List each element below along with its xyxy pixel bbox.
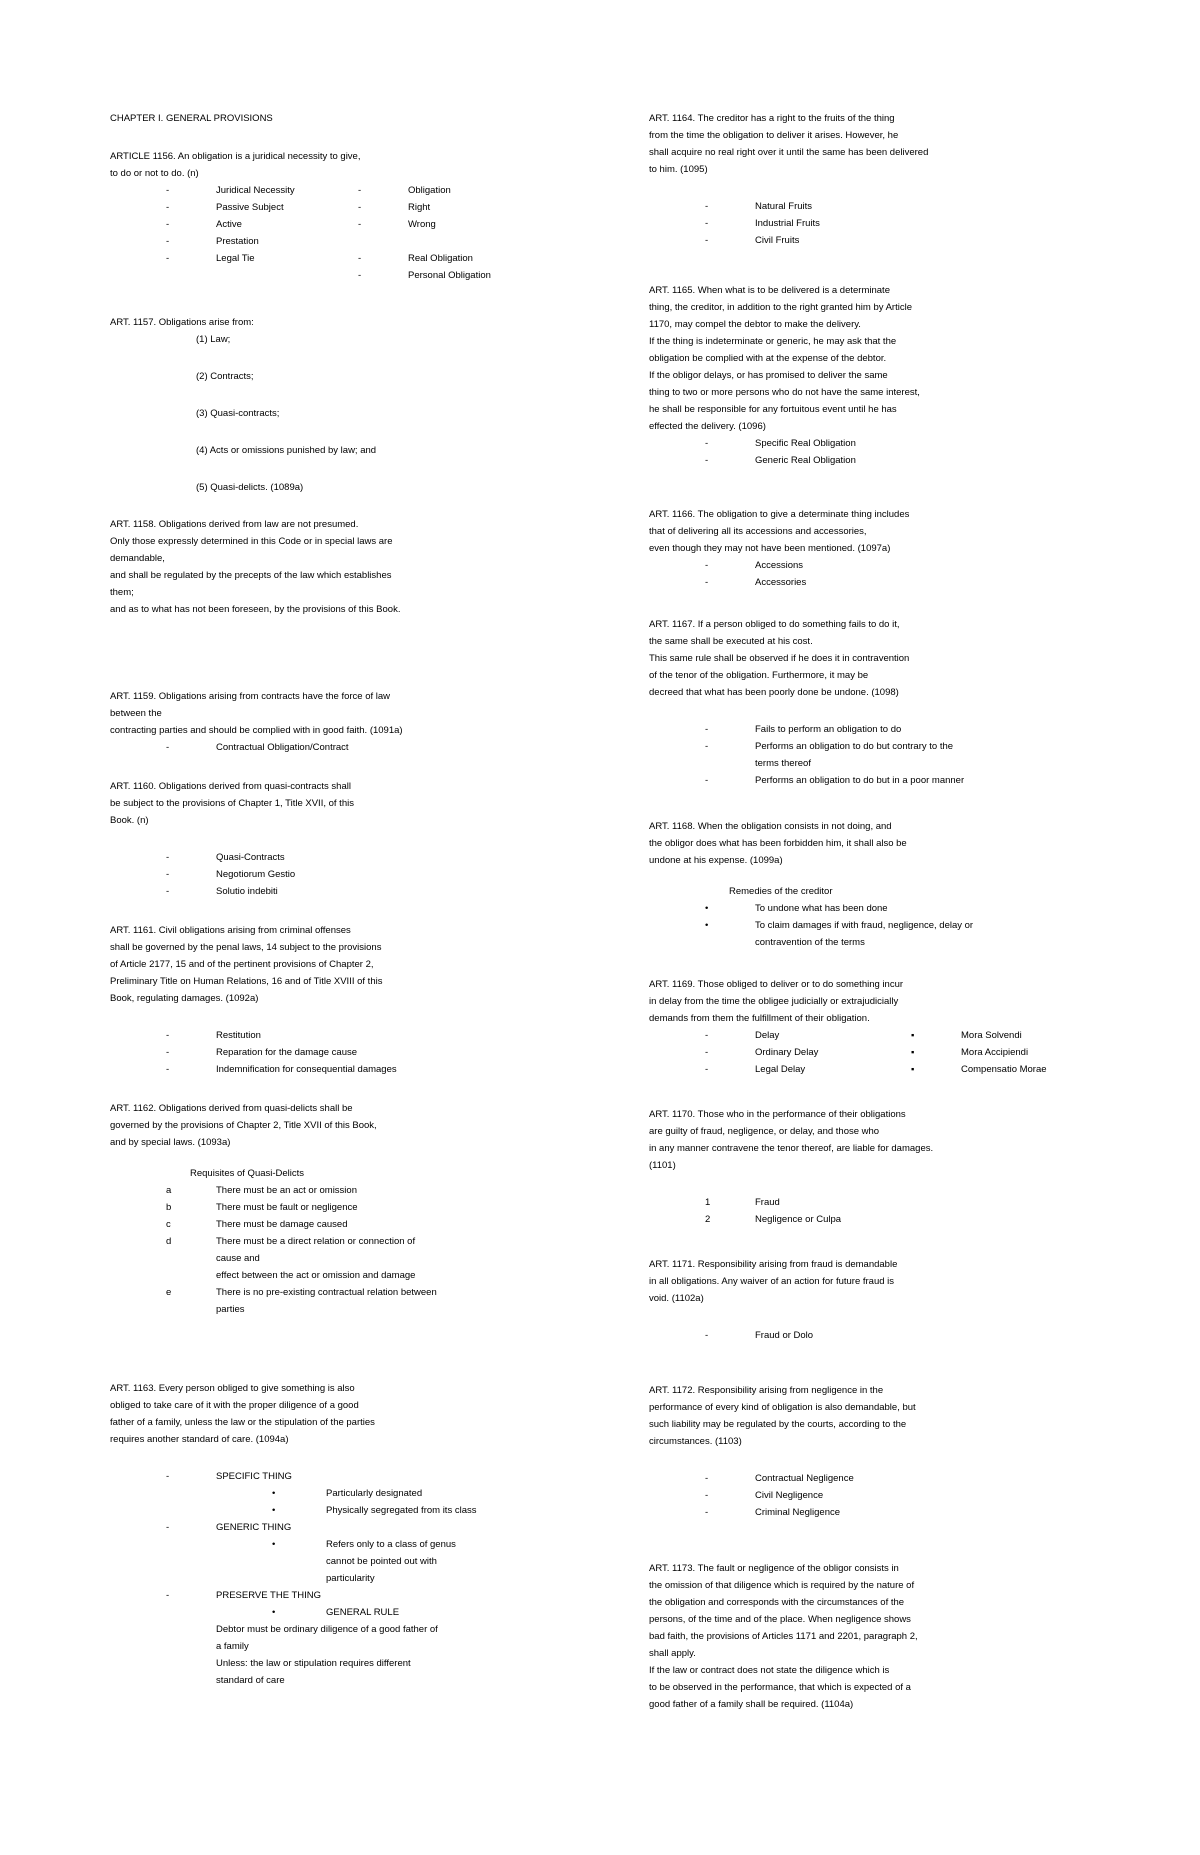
article-1161 xyxy=(110,922,540,1078)
text-line: SPECIFIC THING xyxy=(216,1471,292,1482)
text-line: Negligence or Culpa xyxy=(755,1214,842,1225)
text-line: even though they may not have been mentioned. (1097a) xyxy=(649,543,891,554)
list-item xyxy=(649,1211,1079,1228)
text-line: shall be governed by the penal laws, 14 subject to the provisions xyxy=(110,942,382,953)
dash-marker: - xyxy=(166,1522,170,1533)
text-line: There must be a direct relation or connection of xyxy=(216,1236,416,1247)
text-line: Criminal Negligence xyxy=(755,1507,841,1518)
bullet-marker: • xyxy=(705,903,709,914)
text-line: If the thing is indeterminate or generic, he may ask that the xyxy=(649,336,897,347)
text-line: cannot be pointed out with xyxy=(326,1556,437,1567)
article-1166 xyxy=(649,506,1079,591)
dash-marker: - xyxy=(166,742,170,753)
text-line: ART. 1164. The creditor has a right to the fruits of the thing xyxy=(649,113,895,124)
text-line: To claim damages if with fraud, negligence, delay or xyxy=(755,920,974,931)
dash-marker: - xyxy=(358,202,362,213)
text-line: governed by the provisions of Chapter 2, Title XVII of this Book, xyxy=(110,1120,377,1131)
text-line: Accessories xyxy=(755,577,807,588)
text-line: contravention of the terms xyxy=(755,937,865,948)
text-line: (1101) xyxy=(649,1160,676,1171)
text-line: ART. 1159. Obligations arising from contracts have the force of law xyxy=(110,691,391,702)
text-line: standard of care xyxy=(216,1675,285,1686)
text-line: effect between the act or omission and damage xyxy=(216,1270,416,1281)
text-line: (5) Quasi-delicts. (1089a) xyxy=(196,482,304,493)
article-1165 xyxy=(649,282,1079,469)
list-item xyxy=(110,849,540,866)
text-line: in delay from the time the obligee judicially or extrajudicially xyxy=(649,996,899,1007)
text-line: to be observed in the performance, that which is expected of a xyxy=(649,1682,911,1693)
dash-marker: - xyxy=(705,201,709,212)
text-line: Fraud or Dolo xyxy=(755,1330,814,1341)
text-line: the same shall be executed at his cost. xyxy=(649,636,813,647)
bullet-marker: • xyxy=(705,920,709,931)
text-line: Particularly designated xyxy=(326,1488,423,1499)
text-line: Right xyxy=(408,202,431,213)
text-line: Fails to perform an obligation to do xyxy=(755,724,902,735)
text-line: Quasi-Contracts xyxy=(216,852,285,863)
text-line: Debtor must be ordinary diligence of a good father of xyxy=(216,1624,438,1635)
dash-marker: - xyxy=(166,869,170,880)
text-line: ART. 1160. Obligations derived from quasi-contracts shall xyxy=(110,781,351,792)
text-line: Book. (n) xyxy=(110,815,149,826)
text-line: Natural Fruits xyxy=(755,201,813,212)
text-line: ART. 1161. Civil obligations arising from criminal offenses xyxy=(110,925,351,936)
article-1172 xyxy=(649,1382,1079,1521)
text-line: If the obligor delays, or has promised to deliver the same xyxy=(649,370,888,381)
text-line: ART. 1166. The obligation to give a determinate thing includes xyxy=(649,509,910,520)
bullet-marker: • xyxy=(272,1488,276,1499)
article-1159 xyxy=(110,688,540,756)
pair-row xyxy=(110,199,540,216)
list-item xyxy=(110,1061,540,1078)
text-line: demands from them the fulfillment of their obligation. xyxy=(649,1013,870,1024)
dash-marker: - xyxy=(166,852,170,863)
list-item xyxy=(110,1027,540,1044)
text-line: requires another standard of care. (1094a) xyxy=(110,1434,289,1445)
text-line: There must be damage caused xyxy=(216,1219,348,1230)
pair-row xyxy=(110,182,540,199)
text-line: in all obligations. Any waiver of an action for future fraud is xyxy=(649,1276,895,1287)
list-item xyxy=(649,215,1079,232)
text-line: Performs an obligation to do but contrary to the xyxy=(755,741,954,752)
text-line: the obligation and corresponds with the circumstances of the xyxy=(649,1597,905,1608)
list-item xyxy=(649,917,1079,934)
text-line: Passive Subject xyxy=(216,202,284,213)
text-line: performance of every kind of obligation is also demandable, but xyxy=(649,1402,916,1413)
text-line: in any manner contravene the tenor thereof, are liable for damages. xyxy=(649,1143,934,1154)
pair-row xyxy=(110,233,540,250)
text-line: and shall be regulated by the precepts of the law which establishes xyxy=(110,570,392,581)
text-line: effected the delivery. (1096) xyxy=(649,421,766,432)
remedies-title: Remedies of the creditor xyxy=(729,886,833,897)
text-line: ART. 1167. If a person obliged to do something fails to do it, xyxy=(649,619,900,630)
pair-row xyxy=(110,216,540,233)
text-line: between the xyxy=(110,708,162,719)
text-line: are guilty of fraud, negligence, or delay, and those who xyxy=(649,1126,880,1137)
text-line: e xyxy=(166,1287,172,1298)
list-item xyxy=(110,1468,540,1485)
text-line: demandable, xyxy=(110,553,165,564)
list-item xyxy=(649,772,1079,789)
text-line: decreed that what has been poorly done be undone. (1098) xyxy=(649,687,899,698)
list-item xyxy=(649,1194,1079,1211)
list-item xyxy=(649,198,1079,215)
text-line: Refers only to a class of genus xyxy=(326,1539,456,1550)
text-line: Indemnification for consequential damages xyxy=(216,1064,397,1075)
text-line: ART. 1162. Obligations derived from quasi-delicts shall be xyxy=(110,1103,353,1114)
list-item xyxy=(649,738,1079,755)
dash-marker: - xyxy=(705,235,709,246)
text-line: Generic Real Obligation xyxy=(755,455,856,466)
dash-marker: - xyxy=(705,455,709,466)
list-item xyxy=(110,1216,540,1233)
square-marker: ▪ xyxy=(911,1047,915,1058)
text-line: c xyxy=(166,1219,171,1230)
text-line: of Article 2177, 15 and of the pertinent provisions of Chapter 2, xyxy=(110,959,374,970)
list-item xyxy=(649,574,1079,591)
text-line: Book, regulating damages. (1092a) xyxy=(110,993,259,1004)
text-line: If the law or contract does not state the diligence which is xyxy=(649,1665,890,1676)
text-line: shall apply. xyxy=(649,1648,696,1659)
dash-marker: - xyxy=(705,1330,709,1341)
text-line: 2 xyxy=(705,1214,711,1225)
list-item xyxy=(649,1504,1079,1521)
pair-row xyxy=(649,1027,1079,1044)
text-line: Civil Fruits xyxy=(755,235,800,246)
text-line: particularity xyxy=(326,1573,375,1584)
dash-marker: - xyxy=(705,1473,709,1484)
list-item xyxy=(649,557,1079,574)
list-item xyxy=(110,1587,540,1604)
dash-marker: - xyxy=(166,219,170,230)
text-line: contracting parties and should be complied with in good faith. (1091a) xyxy=(110,725,403,736)
text-line: he shall be responsible for any fortuitous event until he has xyxy=(649,404,897,415)
dash-marker: - xyxy=(705,577,709,588)
text-line: 1170, may compel the debtor to make the delivery. xyxy=(649,319,861,330)
text-line: Solutio indebiti xyxy=(216,886,278,897)
text-line: Unless: the law or stipulation requires different xyxy=(216,1658,411,1669)
text-line: Real Obligation xyxy=(408,253,473,264)
article-1170 xyxy=(649,1106,1079,1228)
bullet-marker: • xyxy=(272,1607,276,1618)
text-line: Juridical Necessity xyxy=(216,185,295,196)
text-line: This same rule shall be observed if he does it in contravention xyxy=(649,653,910,664)
text-line: Fraud xyxy=(755,1197,780,1208)
list-item xyxy=(110,1284,540,1301)
dash-marker: - xyxy=(166,185,170,196)
list-item xyxy=(649,1327,1079,1344)
dash-marker: - xyxy=(358,270,362,281)
dash-marker: - xyxy=(705,724,709,735)
dash-marker: - xyxy=(358,253,362,264)
text-line: from the time the obligation to deliver it arises. However, he xyxy=(649,130,899,141)
article-1168 xyxy=(649,818,1079,951)
text-line: Personal Obligation xyxy=(408,270,491,281)
text-line: ARTICLE 1156. An obligation is a juridical necessity to give, xyxy=(110,151,361,162)
list-item xyxy=(110,739,540,756)
list-item xyxy=(110,866,540,883)
text-line: a family xyxy=(216,1641,249,1652)
square-marker: ▪ xyxy=(911,1030,915,1041)
dash-marker: - xyxy=(705,560,709,571)
text-line: Legal Delay xyxy=(755,1064,806,1075)
text-line: ART. 1163. Every person obliged to give something is also xyxy=(110,1383,355,1394)
bullet-marker: • xyxy=(272,1505,276,1516)
list-item xyxy=(649,232,1079,249)
list-item xyxy=(110,883,540,900)
text-line: shall acquire no real right over it until the same has been delivered xyxy=(649,147,929,158)
article-1167 xyxy=(649,616,1079,789)
text-line: b xyxy=(166,1202,172,1213)
text-line: GENERAL RULE xyxy=(326,1607,400,1618)
text-line: cause and xyxy=(216,1253,260,1264)
square-marker: ▪ xyxy=(911,1064,915,1075)
list-item xyxy=(649,452,1079,469)
text-line: Preliminary Title on Human Relations, 16 and of Title XVIII of this xyxy=(110,976,383,987)
list-item xyxy=(110,1044,540,1061)
dash-marker: - xyxy=(166,1590,170,1601)
article-1158 xyxy=(110,516,540,618)
text-line: (1) Law; xyxy=(196,334,231,345)
text-line: undone at his expense. (1099a) xyxy=(649,855,783,866)
text-line: PRESERVE THE THING xyxy=(216,1590,322,1601)
text-line: Specific Real Obligation xyxy=(755,438,856,449)
dash-marker: - xyxy=(166,253,170,264)
pair-row xyxy=(110,267,540,284)
text-line: Active xyxy=(216,219,242,230)
text-line: ART. 1172. Responsibility arising from negligence in the xyxy=(649,1385,884,1396)
text-line: ART. 1170. Those who in the performance of their obligations xyxy=(649,1109,906,1120)
dash-marker: - xyxy=(166,1064,170,1075)
text-line: obligation be complied with at the expense of the debtor. xyxy=(649,353,887,364)
text-line: bad faith, the provisions of Articles 1171 and 2201, paragraph 2, xyxy=(649,1631,918,1642)
dash-marker: - xyxy=(705,218,709,229)
text-line: (4) Acts or omissions punished by law; and xyxy=(196,445,377,456)
text-line: obliged to take care of it with the proper diligence of a good xyxy=(110,1400,359,1411)
text-line: d xyxy=(166,1236,172,1247)
text-line: ART. 1168. When the obligation consists in not doing, and xyxy=(649,821,892,832)
article-1160 xyxy=(110,778,540,900)
dash-marker: - xyxy=(358,219,362,230)
text-line: of the tenor of the obligation. Furthermore, it may be xyxy=(649,670,869,681)
text-line: a xyxy=(166,1185,172,1196)
text-line: parties xyxy=(216,1304,245,1315)
article-1163 xyxy=(110,1380,540,1689)
text-line: Wrong xyxy=(408,219,436,230)
article-1156 xyxy=(110,148,540,284)
text-line: CHAPTER I. GENERAL PROVISIONS xyxy=(110,113,273,124)
list-item xyxy=(110,1519,540,1536)
text-line: Legal Tie xyxy=(216,253,255,264)
text-line: ART. 1158. Obligations derived from law are not presumed. xyxy=(110,519,359,530)
text-line: circumstances. (1103) xyxy=(649,1436,742,1447)
text-line: (2) Contracts; xyxy=(196,371,254,382)
bullet-marker: • xyxy=(272,1539,276,1550)
article-1162 xyxy=(110,1100,540,1318)
text-line: GENERIC THING xyxy=(216,1522,292,1533)
dash-marker: - xyxy=(166,1030,170,1041)
text-line: There is no pre-existing contractual relation between xyxy=(216,1287,437,1298)
dash-marker: - xyxy=(358,185,362,196)
text-line: To undone what has been done xyxy=(755,903,888,914)
text-line: Restitution xyxy=(216,1030,261,1041)
text-line: (3) Quasi-contracts; xyxy=(196,408,280,419)
text-line: to him. (1095) xyxy=(649,164,708,175)
pair-row xyxy=(649,1061,1079,1078)
text-line: Ordinary Delay xyxy=(755,1047,819,1058)
requisites-title: Requisites of Quasi-Delicts xyxy=(190,1168,305,1179)
list-item xyxy=(649,1470,1079,1487)
list-item xyxy=(110,1182,540,1199)
text-line: good father of a family shall be required. (1104a) xyxy=(649,1699,854,1710)
text-line: There must be fault or negligence xyxy=(216,1202,358,1213)
text-line: Compensatio Morae xyxy=(961,1064,1047,1075)
text-line: Only those expressly determined in this Code or in special laws are xyxy=(110,536,393,547)
article-1157 xyxy=(110,314,540,506)
text-line: terms thereof xyxy=(755,758,811,769)
dash-marker: - xyxy=(705,1030,709,1041)
text-line: them; xyxy=(110,587,134,598)
dash-marker: - xyxy=(705,1490,709,1501)
text-line: the obligor does what has been forbidden him, it shall also be xyxy=(649,838,907,849)
dash-marker: - xyxy=(166,236,170,247)
text-line: Accessions xyxy=(755,560,804,571)
dash-marker: - xyxy=(166,202,170,213)
text-line: persons, of the time and of the place. When negligence shows xyxy=(649,1614,911,1625)
text-line: thing to two or more persons who do not have the same interest, xyxy=(649,387,920,398)
text-line: Industrial Fruits xyxy=(755,218,820,229)
text-line: Mora Solvendi xyxy=(961,1030,1022,1041)
chapter-title xyxy=(110,110,540,127)
text-line: to do or not to do. (n) xyxy=(110,168,199,179)
article-1171 xyxy=(649,1256,1079,1344)
text-line: ART. 1165. When what is to be delivered is a determinate xyxy=(649,285,890,296)
text-line: thing, the creditor, in addition to the right granted him by Article xyxy=(649,302,912,313)
text-line: ART. 1169. Those obliged to deliver or to do something incur xyxy=(649,979,904,990)
text-line: such liability may be regulated by the courts, according to the xyxy=(649,1419,907,1430)
dash-marker: - xyxy=(705,1047,709,1058)
dash-marker: - xyxy=(705,1507,709,1518)
text-line: 1 xyxy=(705,1197,711,1208)
text-line: the omission of that diligence which is required by the nature of xyxy=(649,1580,915,1591)
text-line: Physically segregated from its class xyxy=(326,1505,477,1516)
list-item xyxy=(110,1233,540,1250)
text-line: Obligation xyxy=(408,185,451,196)
list-item xyxy=(649,721,1079,738)
dash-marker: - xyxy=(705,741,709,752)
text-line: ART. 1173. The fault or negligence of the obligor consists in xyxy=(649,1563,899,1574)
dash-marker: - xyxy=(166,1471,170,1482)
text-line: Reparation for the damage cause xyxy=(216,1047,358,1058)
dash-marker: - xyxy=(705,438,709,449)
text-line: Delay xyxy=(755,1030,780,1041)
text-line: Negotiorum Gestio xyxy=(216,869,296,880)
dash-marker: - xyxy=(705,775,709,786)
text-line: Contractual Obligation/Contract xyxy=(216,742,349,753)
dash-marker: - xyxy=(705,1064,709,1075)
dash-marker: - xyxy=(166,886,170,897)
text-line: and as to what has not been foreseen, by the provisions of this Book. xyxy=(110,604,401,615)
text-line: be subject to the provisions of Chapter 1, Title XVII, of this xyxy=(110,798,354,809)
list-item xyxy=(649,435,1079,452)
article-1169 xyxy=(649,976,1079,1078)
article-1164 xyxy=(649,110,1079,249)
text-line: Contractual Negligence xyxy=(755,1473,854,1484)
text-line: ART. 1171. Responsibility arising from fraud is demandable xyxy=(649,1259,898,1270)
text-line: Prestation xyxy=(216,236,259,247)
pair-row xyxy=(649,1044,1079,1061)
text-line: ART. 1157. Obligations arise from: xyxy=(110,317,254,328)
list-item xyxy=(110,1199,540,1216)
text-line: and by special laws. (1093a) xyxy=(110,1137,231,1148)
text-line: father of a family, unless the law or the stipulation of the parties xyxy=(110,1417,375,1428)
text-line: Performs an obligation to do but in a poor manner xyxy=(755,775,965,786)
text-line: Civil Negligence xyxy=(755,1490,824,1501)
list-item xyxy=(649,1487,1079,1504)
article-1173 xyxy=(649,1560,1079,1713)
list-item xyxy=(649,900,1079,917)
dash-marker: - xyxy=(166,1047,170,1058)
text-line: void. (1102a) xyxy=(649,1293,704,1304)
text-line: Mora Accipiendi xyxy=(961,1047,1029,1058)
text-line: There must be an act or omission xyxy=(216,1185,357,1196)
text-line: that of delivering all its accessions and accessories, xyxy=(649,526,867,537)
pair-row xyxy=(110,250,540,267)
